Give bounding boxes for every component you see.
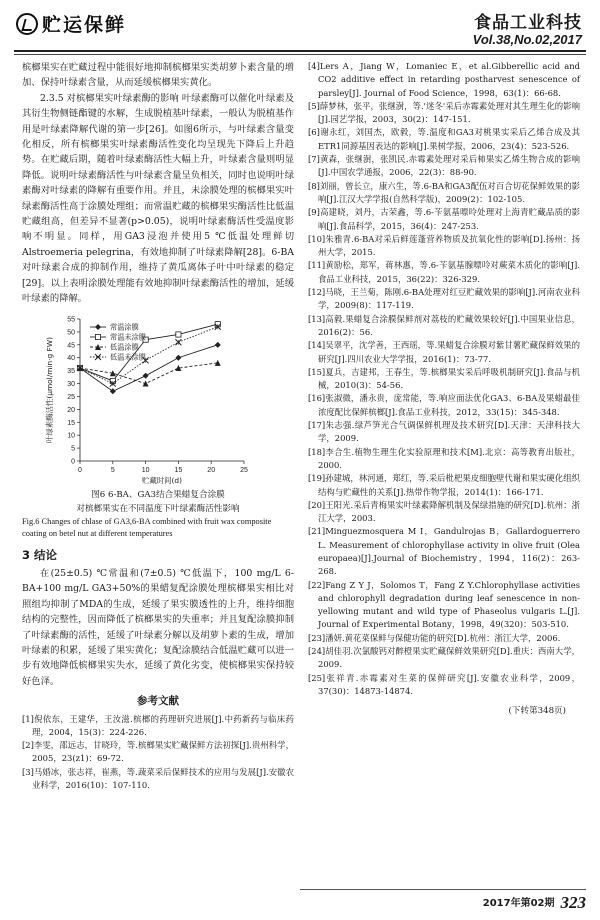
paragraph-chlorophyllase: 2.3.5 对槟榔果实叶绿素酶的影响 叶绿素酶可以催化叶绿素及其衍生物侧链酯键的水解，生成脱植基叶绿素，一般认为脱植基作用是叶绿素降解代谢的第一步[26]。如图6所示，与叶绿素含量变化相反，所有槟榔果实叶绿素酶活性变化均呈现先下降后上升趋势。在贮藏后期，随着叶绿素酶活性大幅上升，叶绿素含量则明显降低。说明叶绿素酶活性与叶绿素含量呈负相关，同时也说明叶绿素酶对叶绿素的降解有重要作用。并且，未涂膜处理的槟榔果实叶绿素酶活性高于涂膜处理组；而常温贮藏的槟榔果实酶活性比低温贮藏组高，但差异不显著(p>0.05)，说明叶绿素酶活性受温度影响不明显。同样，用GA3浸泡并使用5 ℃低温处理鲜切Alstroemeria pelegrina，有效地抑制了叶绿素降解[28]。6-BA对叶绿素合成的抑制作用，维持了黄瓜离体子叶中叶绿素的稳定[29]。以上表明涂膜处理能有效地抑制叶绿素酶活性的增加，延缓叶绿素的降解。 [22,92,294,305]
reference-item: [19]孙建城，林河通，郑红，等.采后枇杷果皮细胞壁代谢和果实硬化组织结构与贮藏性的关系[J].热带作物学报，2014(1)：166-171. [308,473,580,497]
continued-note: (下转第348页) [508,706,566,717]
footer-divider [300,889,586,890]
y-tick-label: 10 [67,432,75,440]
journal-logo-icon [16,13,38,35]
y-tick-label: 5 [71,445,75,453]
legend-marker [95,334,100,339]
x-tick-label: 15 [174,466,183,474]
data-point [110,388,116,394]
volume-info: Vol.38,No.02,2017 [472,32,582,47]
figure-caption-cn: 图6 6-BA、GA3结合果蜡复合涂膜 [91,489,225,500]
reference-item: [6]谢永红，刘国杰，欧毅，等.温度和GA3对桃果实采后乙烯合成及其ETR1同源基因表达的影响[J].果树学报，2006，23(4)：523-526. [308,127,580,151]
data-point [176,331,181,336]
reference-item: [23]潘妍.黄花菜保鲜与保健功能的研究[D].杭州：浙江大学，2006. [308,632,561,643]
reference-list-right [308,60,580,698]
page-number: 323 [560,893,586,912]
series-line [80,324,218,381]
chlorophyllase-chart [22,311,294,487]
y-tick-label: 50 [67,328,75,336]
reference-item: [13]高毅.果蜡复合涂膜保鲜剂对荔枝的贮藏效果较好[J].中国果业信息，2016(2)：56. [308,313,580,337]
reference-item: [1]倪依东，王建华，王汝滋.槟榔的药理研究进展[J].中药新药与临床药理，2004，15(3)：224-226. [22,713,294,737]
header-divider-thin [14,54,586,55]
legend-label: 低温涂膜 [110,342,139,351]
figure-6 [22,311,294,543]
reference-item: [16]张淑微，潘永贵，庞常能，等.响应面法优化GA3、6-BA及果蜡最佳浓度配比保鲜槟榔[J].食品工业科技，2012，33(15)：345-348. [308,393,580,417]
legend-marker [95,324,101,330]
reference-item: [15]夏兵，吉建邦，王春生，等.槟榔果实采后呼吸机制研究[J].食品与机械，2010(3)：54-56. [308,366,580,391]
issue-label: 2017年第02期 [482,898,555,909]
page-header [14,6,586,48]
y-tick-label: 30 [67,380,75,388]
y-tick-label: 55 [67,316,75,323]
reference-item: [17]朱志强.绿芦笋光合气调保鲜机理及技术研究[D].天津：天津科技大学，2009. [308,420,580,444]
x-tick-label: 5 [110,466,115,474]
y-tick-label: 45 [67,341,75,349]
legend-label: 常温涂膜 [110,322,139,331]
left-column [22,60,294,792]
x-tick-label: 25 [240,466,248,474]
reference-item: [25]张祥青.赤霉素对生菜的保鲜研究[J].安徽农业科学，2009，37(30)：14873-14874. [308,672,580,696]
right-column [308,60,580,720]
y-tick-label: 35 [67,367,75,375]
journal-section-title: 贮运保鲜 [16,10,126,37]
reference-item: [7]黄森，张继澍，张凯民.赤霉素处理对采后柿果实乙烯生物合成的影响[J].中国农学通报，2006，22(3)：88-90. [308,154,580,178]
reference-item: [14]吴翠平，沈学善，王西瑶，等.果蜡复合涂膜对紫甘薯贮藏保鲜效果的研究[J].四川农业大学学报，2016(1)：73-77. [308,340,580,364]
reference-item: [21]Minguezmosquera M I，Gandulrojas B，Gallardoguerrero L. Measurement of chlorophyllase activity in olive fruit (Olea europaea)[J].Journal of Biochemistry，1994，116(2)：263-268. [308,526,580,577]
y-tick-label: 15 [67,419,75,427]
reference-item: [24]胡佳羽.次氯酸钙对醉橙果实贮藏保鲜效果研究[D].重庆：西南大学，2009. [308,646,580,670]
y-tick-label: 20 [67,406,75,414]
legend-label: 常温未涂膜 [110,332,146,341]
reference-item: [20]王阳光.采后青梅果实叶绿素降解机制及保绿措施的研究[D].杭州：浙江大学，2003. [308,499,580,524]
reference-item: [5]薛梦林，张平，张继澍，等.'迷冬'采后赤霉素处理对其生理生化的影响[J].园艺学报，2003，30(2)：147-151. [308,100,580,125]
figure-caption-cn-2: 对槟榔果实在不同温度下叶绿素酶活性影响 [76,504,240,514]
y-tick-label: 25 [67,393,75,401]
reference-item: [3]马婚冰，张志祥，崔燕，等.蔬菜采后保鲜技术的应用与发展[J].安徽农业科学，2016(10)：107-110. [22,766,294,791]
reference-item: [4]Lers A，Jiang W，Lomaniec E，et al.Gibberellic acid and CO2 additive effect in retarding postharvest senescence of parsley[J]. Journal of Food Science，1998，63(1)：66-68. [308,61,580,98]
y-tick-label: 40 [67,354,75,362]
paragraph: 槟榔果实在贮藏过程中能很好地抑制槟榔果实类胡萝卜素含量的增加、保持叶绿素含量，从而延缓槟榔果实黄化。 [22,62,294,89]
reference-item: [11]黄励松，郑军，蒋林惠，等.6-苄氨基腺嘌呤对蕨菜木质化的影响[J].食品工业科技，2015，36(22)：326-329. [308,260,580,284]
x-tick-label: 10 [141,466,150,474]
y-tick-label: 0 [71,458,75,465]
series-line [80,344,218,390]
reference-item: [10]朱雅青.6-BA对采后鲜莲蓬营养物质及抗氧化性的影响[D].扬州：扬州大学，2015. [308,233,580,258]
x-tick-label: 20 [207,466,216,474]
reference-list-left [22,713,294,793]
reference-item: [12]马晓，王兰菊，陈刚.6-BA处理对红豆贮藏效果的影响[J].河南农业科学，2009(8)：117-119. [308,287,580,311]
y-axis-label: 叶绿素酶活性(μmol/min·g FW) [45,336,54,443]
series-line [80,362,218,383]
x-axis-label: 贮藏时间(d) [141,475,183,485]
figure-caption-en: Fig.6 Changes of chlase of GA3,6-BA combined with fruit wax composite coating on betel nut at different temperatures [22,516,272,538]
reference-item: [18]李合生.植物生理生化实验原理和技术[M].北京：高等教育出版社，2000. [308,446,580,470]
header-divider [14,50,586,52]
data-point [143,380,149,386]
reference-item: [2]李雯，邵远志，甘晓玲，等.槟榔果实贮藏保鲜方法初探[J].贵州科学，2005，23(z1)：69-72. [22,740,294,764]
data-point [143,372,149,378]
page-footer [483,893,586,913]
data-point [175,354,181,360]
reference-item: [8]刘丽，曾长立，康六生，等.6-BA和GA3配伍对百合切花保鲜效果的影响[J].江汉大学学报(自然科学版)，2009(2)：102-105. [308,180,580,204]
x-tick-label: 0 [78,466,82,474]
data-point [215,341,221,347]
legend-label: 低温未涂膜 [110,352,146,361]
reference-item: [22]Fang Z Y J，Solomos T，Fang Z Y.Chlorophyllase activities and chlorophyll degradation during leaf senescence in non-yellowing mutant and wild type of Phaseolus vulgaris L.[J]. Journal of Experimental Botany，1998，49(320)：503-510. [308,579,580,630]
section-title-conclusion: 3 结论 [22,547,58,562]
paragraph-conclusion: 在(25±0.5) ℃常温和(7±0.5) ℃低温下，100 mg/L 6-BA+100 mg/L GA3+50%的果蜡复配涂膜处理槟榔果实相比对照组均抑制了MDA的生成，延缓了果实膜透性的上升，维持细胞结构的完整性，因而降低了槟榔果实的失重率；并且复配涂膜抑制了叶绿素酶的活性，延缓了叶绿素分解以及胡萝卜素的生成，增加叶绿素的积累，延缓了果实黄化；复配涂膜结合低温贮藏可以进一步有效地降低槟榔果实失水，延缓了黄化劣变，使槟榔果实保持较好色泽。 [22,567,294,687]
journal-name: 食品工业科技 [474,13,582,33]
references-title: 参考文献 [137,695,179,708]
reference-item: [9]高建晓，刘丹，古荣鑫，等.6-苄氨基嘌呤处理对上海青贮藏品质的影响[J].食品科学，2015，36(4)：247-253. [308,207,580,231]
